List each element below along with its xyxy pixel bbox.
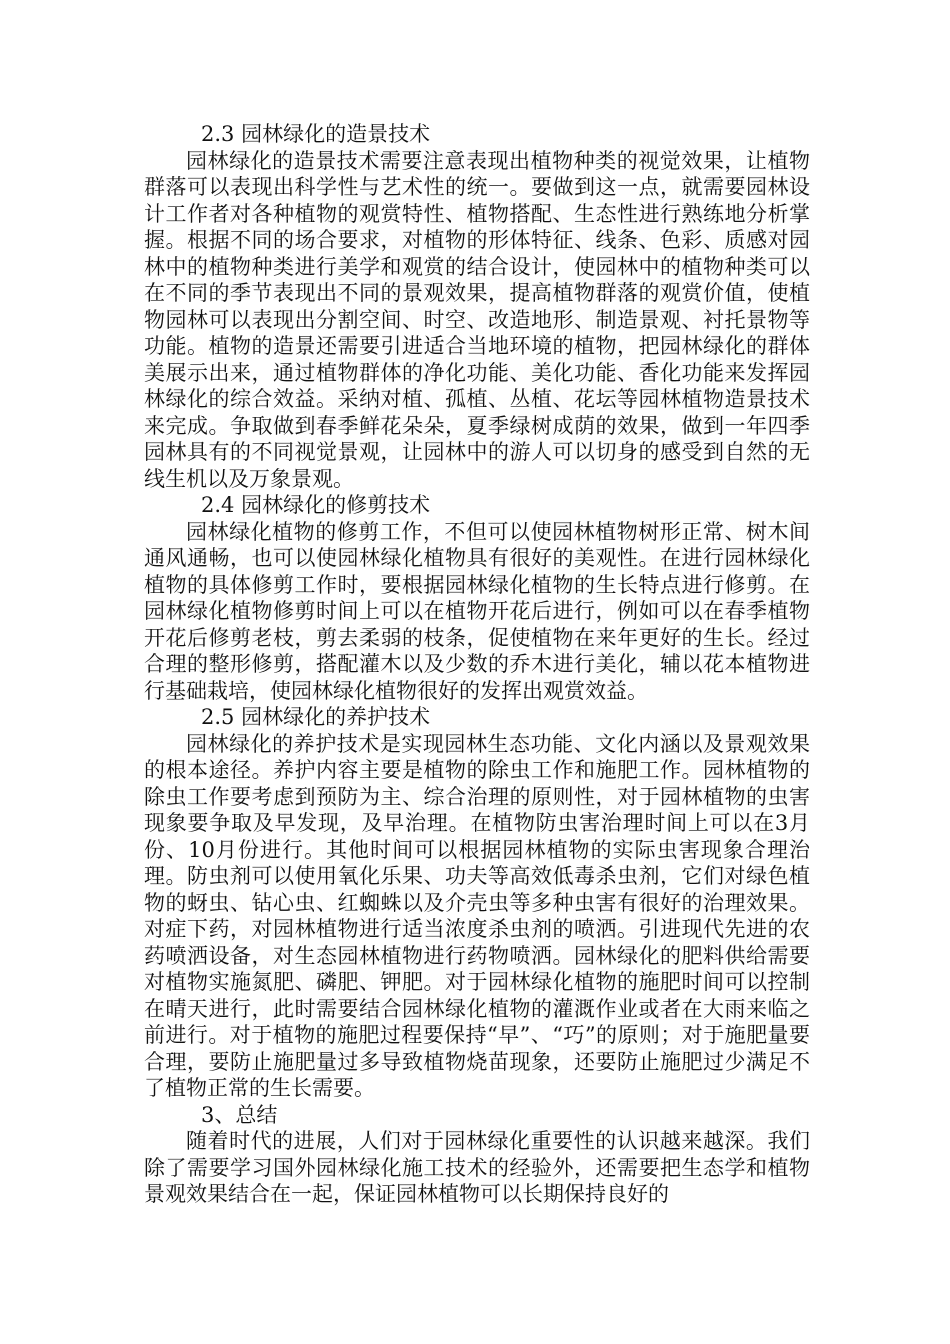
- section-paragraph-3: 随着时代的进展，人们对于园林绿化重要性的认识越来越深。我们除了需要学习国外园林绿化施工技术的经验外，还需要把生态学和植物景观效果结合在一起，保证园林植物可以长期保持良好的: [144, 1129, 810, 1206]
- document-body: [144, 121, 810, 1208]
- section-paragraph-2-4: 园林绿化植物的修剪工作，不但可以使园林植物树形正常、树木间通风通畅，也可以使园林绿化植物具有很好的美观性。在进行园林绿化植物的具体修剪工作时，要根据园林绿化植物的生长特点进行修剪。在园林绿化植物修剪时间上可以在植物开花后进行，例如可以在春季植物开花后修剪老枝，剪去柔弱的枝条，促使植物在来年更好的生长。经过合理的整形修剪，搭配灌木以及少数的乔木进行美化，辅以花本植物进行基础栽培，使园林绿化植物很好的发挥出观赏效益。: [144, 519, 810, 703]
- section-heading-2-5: 2.5 园林绿化的养护技术: [201, 705, 431, 729]
- section-paragraph-2-5: 园林绿化的养护技术是实现园林生态功能、文化内涵以及景观效果的根本途径。养护内容主要是植物的除虫工作和施肥工作。园林植物的除虫工作要考虑到预防为主、综合治理的原则性，对于园林植物的虫害现象要争取及早发现，及早治理。在植物防虫害治理时间上可以在3月份、10月份进行。其他时间可以根据园林植物的实际虫害现象合理治理。防虫剂可以使用氧化乐果、功夫等高效低毒杀虫剂，它们对绿色植物的蚜虫、钻心虫、红蜘蛛以及介壳虫等多种虫害有很好的治理效果。对症下药，对园林植物进行适当浓度杀虫剂的喷洒。引进现代先进的农药喷洒设备，对生态园林植物进行药物喷洒。园林绿化的肥料供给需要对植物实施氮肥、磷肥、钾肥。对于园林绿化植物的施肥时间可以控制在晴天进行，此时需要结合园林绿化植物的灌溉作业或者在大雨来临之前进行。对于植物的施肥过程要保持“早”、“巧”的原则；对于施肥量要合理，要防止施肥量过多导致植物烧苗现象，还要防止施肥过少满足不了植物正常的生长需要。: [144, 731, 810, 1100]
- section-heading-2-4: 2.4 园林绿化的修剪技术: [201, 493, 431, 517]
- section-paragraph-2-3: 园林绿化的造景技术需要注意表现出植物种类的视觉效果，让植物群落可以表现出科学性与艺术性的统一。要做到这一点，就需要园林设计工作者对各种植物的观赏特性、植物搭配、生态性进行熟练地分析掌握。根据不同的场合要求，对植物的形体特征、线条、色彩、质感对园林中的植物种类进行美学和观赏的结合设计，使园林中的植物种类可以在不同的季节表现出不同的景观效果，提高植物群落的观赏价值，使植物园林可以表现出分割空间、时空、改造地形、制造景观、衬托景物等功能。植物的造景还需要引进适合当地环境的植物，把园林绿化的群体美展示出来，通过植物群体的净化功能、美化功能、香化功能来发挥园林绿化的综合效益。采纳对植、孤植、丛植、花坛等园林植物造景技术来完成。争取做到春季鲜花朵朵，夏季绿树成荫的效果，做到一年四季园林具有的不同视觉景观，让园林中的游人可以切身的感受到自然的无线生机以及万象景观。: [144, 148, 810, 491]
- section-heading-3: 3、总结: [201, 1102, 278, 1127]
- section-heading-2-3: 2.3 园林绿化的造景技术: [201, 122, 431, 146]
